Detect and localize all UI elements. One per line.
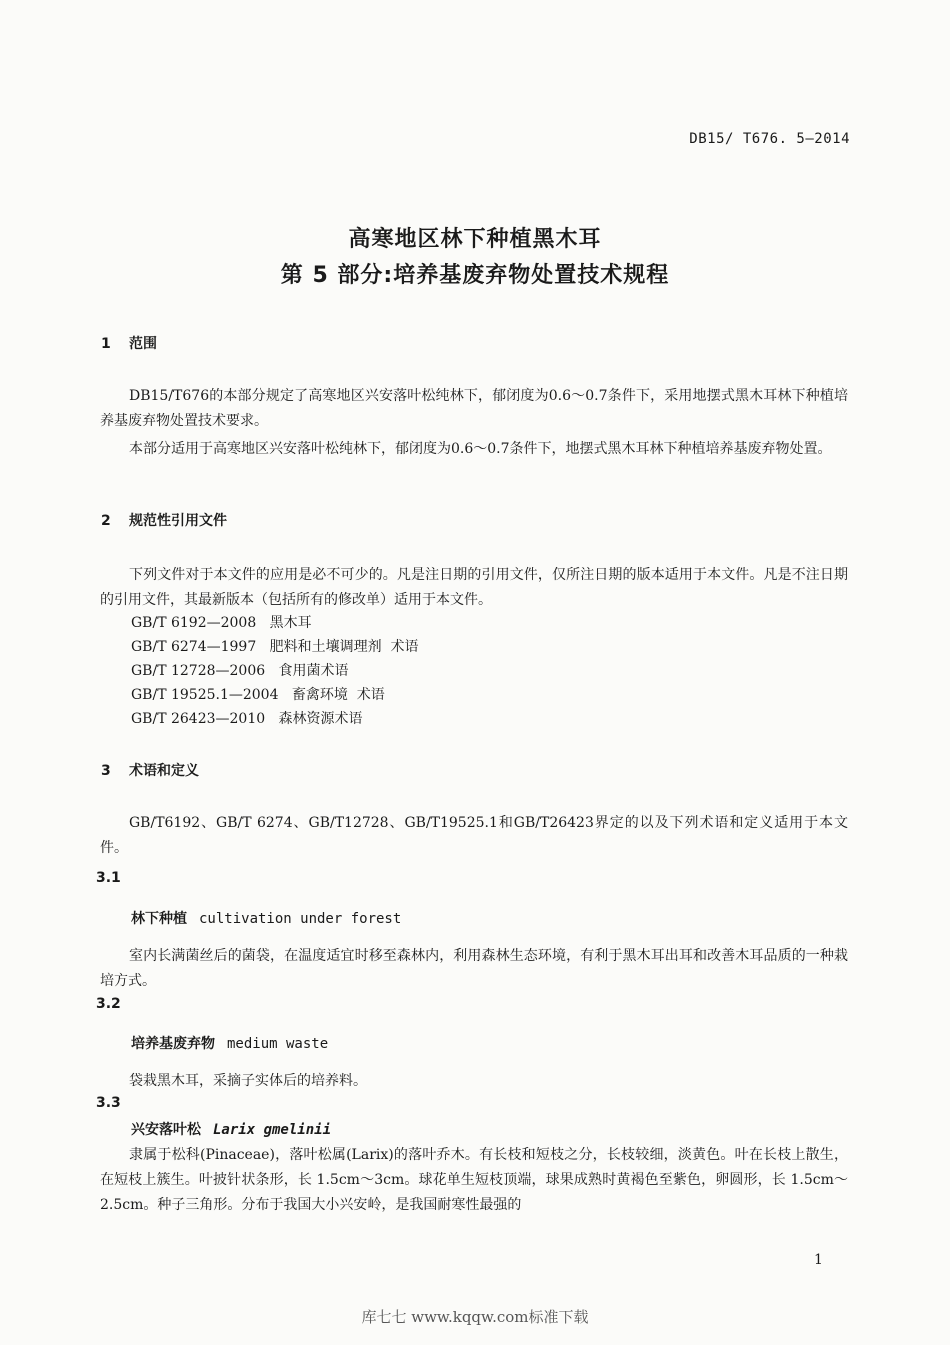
section-number: 2 [101, 513, 111, 529]
term-3-3-number: 3.3 [96, 1095, 121, 1111]
reference-item: GB/T 6192—2008 黑木耳 [131, 615, 312, 631]
section-number: 1 [101, 336, 111, 352]
term-english: cultivation under forest [199, 911, 402, 927]
reference-item: GB/T 19525.1—2004 畜禽环境 术语 [131, 687, 385, 703]
reference-item: GB/T 6274—1997 肥料和土壤调理剂 术语 [131, 639, 419, 655]
section-1-paragraph-2: 本部分适用于高寒地区兴安落叶松纯林下，郁闭度为0.6～0.7条件下，地摆式黑木耳林下种植培养基废弃物处置。 [129, 441, 832, 457]
page-number: 1 [814, 1252, 823, 1268]
section-title: 范围 [129, 336, 157, 352]
term-3-3 [131, 1119, 331, 1139]
section-title: 术语和定义 [129, 763, 199, 779]
term-3-2 [131, 1033, 328, 1053]
section-1-paragraph-1: DB15/T676的本部分规定了高寒地区兴安落叶松纯林下，郁闭度为0.6～0.7条件下，采用地摆式黑木耳林下种植培养基废弃物处置技术要求。 [100, 388, 848, 429]
reference-item: GB/T 26423—2010 森林资源术语 [131, 711, 363, 727]
section-3-paragraph-1: GB/T6192、GB/T 6274、GB/T12728、GB/T19525.1和GB/T26423界定的以及下列术语和定义适用于本文件。 [100, 815, 848, 856]
term-english: medium waste [227, 1036, 329, 1052]
term-latin-name: Larix gmelinii [213, 1122, 332, 1138]
term-3-2-number: 3.2 [96, 996, 121, 1012]
section-2-heading [101, 510, 227, 530]
section-title: 规范性引用文件 [129, 513, 227, 529]
term-3-2-definition: 袋栽黑木耳，采摘子实体后的培养料。 [129, 1073, 367, 1089]
footer-watermark: 库七七 www.kqqw.com标准下载 [361, 1308, 589, 1326]
section-3-heading [101, 760, 199, 780]
reference-item: GB/T 12728—2006 食用菌术语 [131, 663, 349, 679]
section-1-heading [101, 333, 157, 353]
term-chinese: 林下种植 [131, 911, 187, 927]
term-chinese: 兴安落叶松 [131, 1122, 201, 1138]
term-3-1-number: 3.1 [96, 870, 121, 886]
term-chinese: 培养基废弃物 [131, 1036, 215, 1052]
section-number: 3 [101, 763, 111, 779]
document-code: DB15/ T676. 5—2014 [689, 131, 850, 147]
title-line-1: 高寒地区林下种植黑木耳 [348, 227, 602, 252]
term-3-1 [131, 908, 401, 928]
section-2-paragraph-1: 下列文件对于本文件的应用是必不可少的。凡是注日期的引用文件，仅所注日期的版本适用于本文件。凡是不注日期的引用文件，其最新版本（包括所有的修改单）适用于本文件。 [100, 567, 848, 608]
title-line-2: 第 5 部分:培养基废弃物处置技术规程 [280, 263, 670, 288]
term-3-3-definition: 隶属于松科(Pinaceae)，落叶松属(Larix)的落叶乔木。有长枝和短枝之分，长枝较细，淡黄色。叶在长枝上散生，在短枝上簇生。叶披针状条形，长 1.5cm～3cm。球花单生短枝顶端，球果成熟时黄褐色至紫色，卵圆形，长 1.5cm～2.5cm。种子三角形。分布于我国大小兴安岭，是我国耐寒性最强的 [100, 1147, 848, 1213]
term-3-1-definition: 室内长满菌丝后的菌袋，在温度适宜时移至森林内，利用森林生态环境，有利于黑木耳出耳和改善木耳品质的一种栽培方式。 [100, 948, 848, 989]
